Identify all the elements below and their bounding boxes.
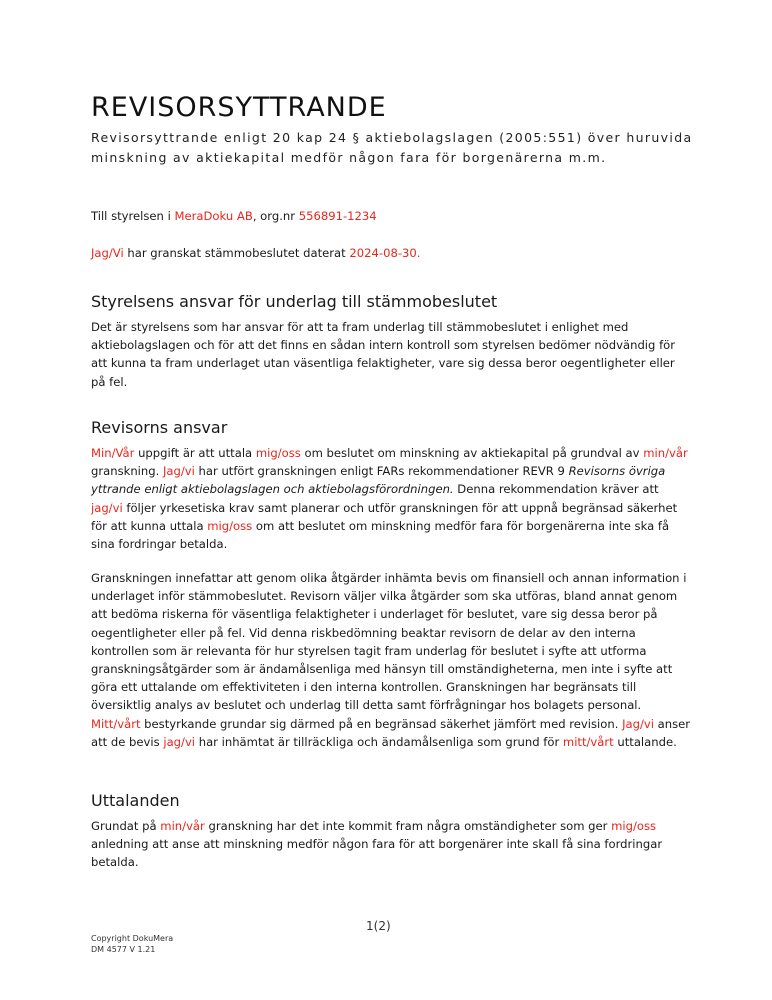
text-run: granskning.: [91, 464, 163, 479]
intro-text: har granskat stämmobeslutet daterat: [123, 246, 350, 260]
text-run: om att beslutet om minskning medför fara för borgenärerna inte ska få sina fordringar betalda.: [91, 518, 670, 552]
text-run: följer yrkesetiska krav samt planerar och utför granskningen för att uppnå begränsad säkerhet för att kunna uttala: [91, 500, 678, 533]
intro-line: [91, 244, 691, 262]
text-run: Grundat på: [91, 819, 161, 833]
pronoun-placeholder: Mitt/vårt: [91, 716, 141, 731]
company-name-field: MeraDoku AB: [174, 209, 253, 223]
intro-end: .: [416, 246, 421, 260]
document-title: REVISORSYTTRANDE: [91, 92, 387, 123]
text-run: har utfört granskningen enligt FARs rekommendationer REVR 9: [194, 464, 569, 479]
section-heading-auditor-responsibility: Revisorns ansvar: [91, 418, 228, 437]
text-run: granskning har det inte kommit fram några omständigheter som ger: [204, 819, 612, 833]
text-run: bestyrkande grundar sig därmed på en begränsad säkerhet jämfört med revision.: [140, 716, 623, 731]
section-heading-statements: Uttalanden: [91, 791, 180, 810]
pronoun-placeholder: min/vår: [160, 819, 205, 833]
pronoun-placeholder: Jag/vi: [162, 464, 195, 479]
pronoun-placeholder: mig/oss: [207, 518, 253, 533]
auditor-responsibility-paragraph-1: [91, 444, 691, 553]
org-number-field: 556891-1234: [298, 209, 377, 223]
decision-date-field: 2024-08-30: [349, 246, 417, 260]
text-run: uttalande.: [613, 734, 677, 749]
addressee-mid: , org.nr: [252, 209, 299, 223]
pronoun-placeholder: min/vår: [643, 446, 688, 460]
text-run: Denna rekommendation kräver att: [453, 482, 659, 497]
copyright-text: Copyright DokuMera: [91, 934, 174, 943]
text-run: Granskningen innefattar att genom olika åtgärder inhämta bevis om finansiell och annan information i underlaget inför stämmobeslutet. Revisorn väljer vilka åtgärder som ska utföras, bland annat genom att bedöma riskerna för väsentliga felaktigheter i underlaget för beslutet, vare sig dessa beror på oegentligheter eller på fel. Vid denna riskbedömning beaktar revisorn de delar av den interna kontrollen som är relevanta för hur styrelsen tagit fram underlag för beslutet i syfte att utforma granskningsåtgärder som är ändamålsenliga med hänsyn till omständigheterna, men inte i syfte att göra ett uttalande om effektiviteten i den interna kontrollen. Granskningen har begränsats till översiktlig analys av beslutet och underlag till detta samt förfrågningar hos bolagets personal.: [91, 571, 687, 713]
text-run: har inhämtat är tillräckliga och ändamålsenliga som grund för: [195, 734, 563, 749]
section-heading-board-responsibility: Styrelsens ansvar för underlag till stämmobeslutet: [91, 292, 498, 311]
auditor-responsibility-paragraph-2: [91, 569, 691, 751]
text-run: anser att de bevis: [91, 716, 691, 749]
text-run: anledning att anse att minskning medför någon fara för att borgenärer inte skall få sina fordringar betalda.: [91, 837, 663, 870]
page-number: 1(2): [366, 919, 391, 933]
document-id: DM 4577 V 1.21: [91, 945, 156, 954]
section-text-board-responsibility: Det är styrelsens som har ansvar för att ta fram underlag till stämmobeslutet i enlighet med aktiebolagslagen och för att det finns en sådan intern kontroll som styrelsen bedömer nödvändig för att kunna ta fram underlaget utan väsentliga felaktigheter, vare sig dessa beror oegentligheter eller på fel.: [91, 320, 676, 389]
text-run: om beslutet om minskning av aktiekapital på grundval av: [300, 446, 644, 460]
text-run: uppgift är att uttala: [134, 446, 256, 460]
pronoun-placeholder: Jag/vi: [622, 716, 654, 731]
addressee-line: [91, 207, 691, 225]
statements-paragraph: [91, 817, 691, 872]
pronoun-placeholder: mig/oss: [611, 819, 657, 833]
pronoun-placeholder: jag/vi: [91, 500, 123, 515]
addressee-prefix: Till styrelsen i: [91, 209, 175, 223]
pronoun-placeholder: jag/vi: [163, 734, 196, 749]
document-subtitle: Revisorsyttrande enligt 20 kap 24 § aktiebolagslagen (2005:551) över huruvida minskning av aktiekapital medför någon fara för borgenärerna m.m.: [91, 130, 693, 165]
pronoun-placeholder: mitt/vårt: [562, 734, 614, 749]
intro-subject: Jag/Vi: [91, 246, 124, 260]
pronoun-placeholder: mig/oss: [255, 446, 301, 460]
pronoun-placeholder: Min/Vår: [91, 446, 135, 460]
recommendation-title: Revisorns övriga yttrande enligt aktiebolagslagen och aktiebolagsförordningen.: [91, 464, 666, 497]
